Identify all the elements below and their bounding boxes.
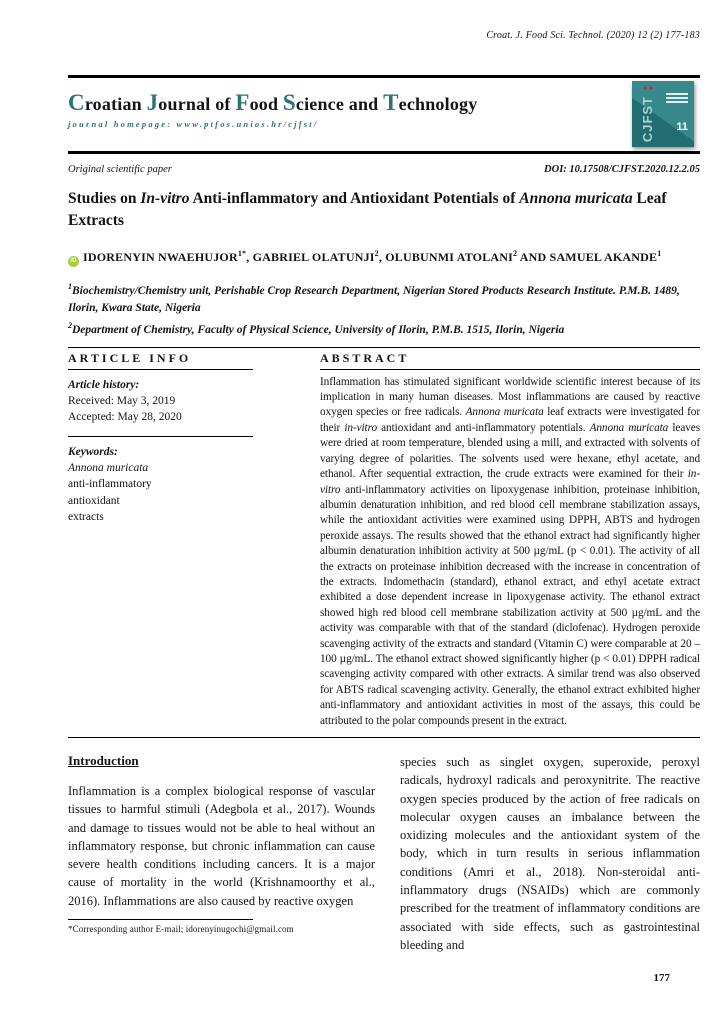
- keyword-item: anti-inflammatory: [68, 478, 152, 491]
- keyword-item: Annona muricata: [68, 461, 149, 474]
- logo-issue-number: 11: [676, 121, 688, 133]
- affiliation-1: $^1$Biochemistry/Chemistry unit, Perishable Crop Research Department, Nigerian Stored Products Research Institute. P.M.B. 1489, Ilorin, Kwara State, Nigeria: [68, 282, 680, 314]
- journal-citation: Croat. J. Food Sci. Technol. (2020) 12 (2) 177-183: [486, 30, 700, 41]
- journal-title: Croatian Journal of Food Science and Technology: [68, 90, 478, 115]
- footnote: [68, 919, 375, 934]
- footnote-rule: [68, 919, 253, 920]
- authors-line: [68, 245, 700, 267]
- article-history-label: Article history:: [68, 378, 140, 391]
- logo-acronym: CJFST: [640, 95, 655, 142]
- abstract-column: [320, 348, 700, 729]
- body-left-column: [68, 753, 375, 954]
- abstract-text: Inflammation has stimulated significant worldwide scientific interest because of its implication in many human diseases. Most inflammations are caused by reactive oxygen species or free radicals. Annona muricata leaf extracts were investigated for their in-vitro antioxidant and anti-inflammatory potentials. Annona muricata leaves were dried at room temperature, blended using a mill, and extracted with solvents of varying degree of polarities. The solvents used were hexane, ethyl acetate, and ethanol. After sequential extraction, the crude extracts were examined for their in-vitro anti-inflammatory activities on lipoxygenase inhibition, proteinase inhibition, albumin denaturation inhibition, and red blood cell membrane stabilization assays, while the antioxidant activities were examined using DPPH, ABTS and hydrogen peroxide assays. The results showed that the ethanol extract had significantly higher albumin denaturation inhibition activity at 500 µg/mL (p < 0.01). The activity of all the extracts on proteinase inhibition decreased with the increase in concentration of the extracts. Indomethacin (standard), ethanol extract, and ethyl acetate extract exhibited a dose dependent increase in lipoxygenase activity. The ethanol extract showed high red blood cell membrane stabilization activity at 500 µg/mL and the activity was comparable with that of the standard (diclofenac). Hydrogen peroxide scavenging activity of the extracts and standard (Vitamin C) were comparable at 20 – 100 µg/mL. The ethanol extract showed significantly higher (p < 0.01) DPPH radical scavenging activity compared with other extracts. A similar trend was also observed for ABTS radical scavenging activity. Generally, the ethanol extract exhibited higher anti-inflammatory and antioxidant activities in most of the assays, this could be attributed to the polar compounds present in the extract.: [320, 375, 700, 727]
- corresponding-author-email: *Corresponding author E-mail; idorenyinugochi@gmail.com: [68, 924, 294, 935]
- doi-label: DOI: 10.17508/CJFST.2020.12.2.05: [544, 164, 700, 175]
- keyword-item: antioxidant: [68, 494, 120, 507]
- body-right-column: [400, 753, 700, 954]
- logo-dots-icon: ● ●: [643, 84, 654, 92]
- orcid-icon[interactable]: iD: [68, 256, 79, 267]
- abstract-header: ABSTRACT: [320, 348, 700, 370]
- received-date: Received: May 3, 2019: [68, 394, 176, 407]
- article-info-header: ARTICLE INFO: [68, 348, 253, 370]
- article-info-column: [68, 348, 253, 729]
- introduction-paragraph-left: Inflammation is a complex biological response of vascular tissues to harmful stimuli (Adegbola et al., 2017). Wounds and damage to tissues would not be able to heal without an inflammatory response, but chronic inflammation can cause severe health conditions including cancers. It is a major cause of mortality in the world (Krishnamoorthy et al., 2016). Inflammations are also caused by reactive oxygen: [68, 784, 375, 908]
- paper-title: Studies on In-vitro Anti-inflammatory and Antioxidant Potentials of Annona muricata Leaf Extracts: [68, 190, 667, 229]
- article-type-label: Original scientific paper: [68, 164, 172, 175]
- journal-homepage-link[interactable]: journal homepage: www.ptfos.unios.hr/cjfst/: [68, 119, 319, 129]
- info-abstract-section: [68, 348, 700, 729]
- introduction-paragraph-right: species such as singlet oxygen, superoxide, peroxyl radicals, hydroxyl radicals and peroxynitrite. The reactive oxygen species produced by the action of free radicals on molecular oxygen causes an imbalance between the oxidizing molecules and the antioxidant system of the body, which in turn results in serious inflammation conditions (Amri et al., 2018). Non-steroidal anti-inflammatory drugs (NSAIDs) which are commonly prescribed for the treatment of inflammatory conditions are associated with side effects, such as gastrointestinal bleeding and: [400, 755, 700, 952]
- journal-cover-logo: [632, 81, 694, 147]
- info-divider: [68, 436, 253, 437]
- divider-abstract-bottom: [68, 737, 700, 738]
- accepted-date: Accepted: May 28, 2020: [68, 411, 182, 424]
- page-number: 177: [653, 972, 670, 984]
- affiliations: [68, 278, 700, 339]
- affiliation-2: $^2$Department of Chemistry, Faculty of Physical Science, University of Ilorin, P.M.B. 1515, Ilorin, Nigeria: [68, 320, 565, 336]
- keywords-label: Keywords:: [68, 445, 118, 458]
- keyword-item: extracts: [68, 511, 104, 524]
- body-columns: [68, 753, 700, 954]
- authors-names: IDORENYIN $NWAEHUJOR^{1*}$, GABRIEL OLATUNJI$^2$, OLUBUNMI ATOLANI$^2$ AND SAMUEL AKANDE$^1$: [83, 249, 662, 264]
- meta-row: [68, 164, 700, 175]
- journal-masthead: [68, 75, 700, 154]
- logo-text-lines: [666, 93, 688, 105]
- introduction-heading: Introduction: [68, 753, 139, 768]
